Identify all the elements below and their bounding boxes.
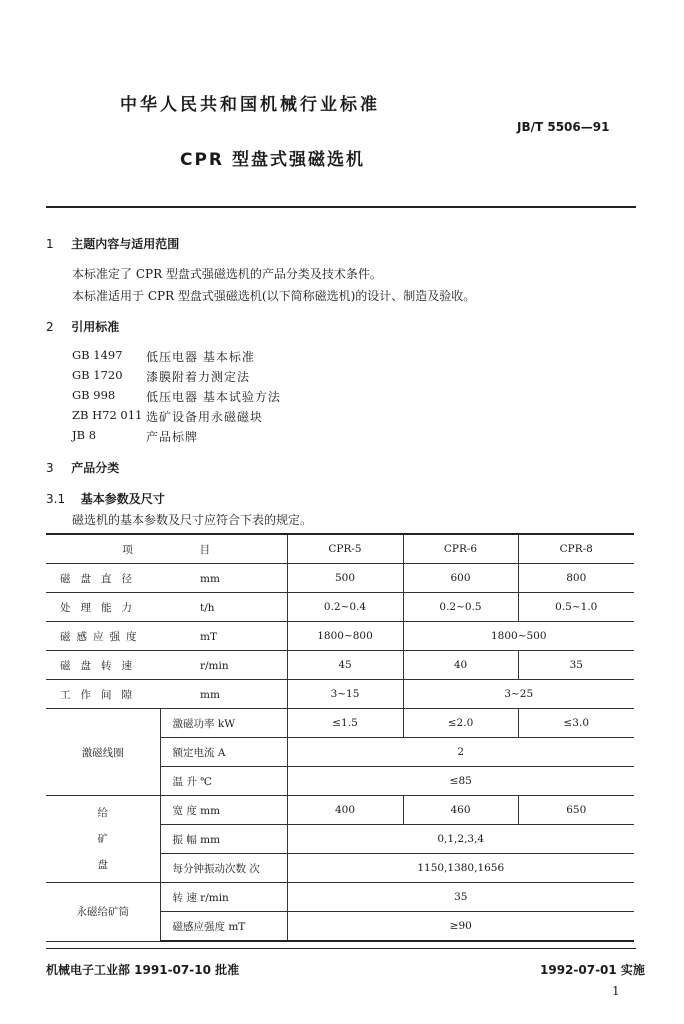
page-number: 1 (612, 984, 620, 998)
subsection-title: 基本参数及尺寸 (80, 492, 165, 506)
sub-param: 转 速 r/min (160, 883, 287, 912)
value-cell: ≤85 (287, 767, 634, 796)
model-header: CPR-6 (403, 534, 518, 564)
value-cell: 3~15 (287, 680, 403, 709)
group-label (46, 796, 160, 883)
approval-note: 机械电子工业部 1991-07-10 批准 (46, 963, 240, 977)
value-cell: 500 (287, 564, 403, 593)
ref-code: JB 8 (72, 428, 97, 442)
param-cell (46, 564, 287, 593)
value-cell: 1800~500 (403, 622, 634, 651)
section-1-heading (46, 235, 179, 252)
document-title: CPR 型盘式强磁选机 (180, 150, 365, 170)
section-title: 主题内容与适用范围 (71, 237, 180, 251)
ref-title: 产品标牌 (146, 430, 199, 444)
value-cell: 1150,1380,1656 (287, 854, 634, 883)
value-cell: 1800~800 (287, 622, 403, 651)
value-cell: 0.5~1.0 (518, 593, 634, 622)
section-number: 1 (46, 237, 54, 251)
sub-param: 宽 度 mm (160, 796, 287, 825)
ref-code: ZB H72 011 (72, 408, 143, 422)
header-rule (46, 206, 636, 208)
sub-param: 每分钟振动次数 次 (160, 854, 287, 883)
standard-code: JB/T 5506—91 (517, 120, 610, 134)
value-cell: ≥90 (287, 912, 634, 942)
value-cell: 0,1,2,3,4 (287, 825, 634, 854)
header-item: 项 (122, 543, 133, 556)
value-cell: ≤1.5 (287, 709, 403, 738)
group-char: 给 (97, 807, 108, 819)
value-cell: 400 (287, 796, 403, 825)
sub-param: 激磁功率 kW (160, 709, 287, 738)
sub-param: 温 升 ℃ (160, 767, 287, 796)
implementation-note: 1992-07-01 实施 (540, 963, 645, 977)
group-label: 激磁线圈 (46, 709, 160, 796)
section-title: 引用标准 (71, 320, 120, 334)
param-cell (46, 622, 287, 651)
param-unit: mm (200, 688, 220, 701)
table-row (46, 651, 634, 680)
paragraph: 本标准定了 CPR 型盘式强磁选机的产品分类及技术条件。 (72, 267, 382, 281)
table-row (46, 796, 634, 825)
group-label: 永磁给矿筒 (46, 883, 160, 942)
footer-rule (46, 948, 636, 949)
value-cell: 2 (287, 738, 634, 767)
param-cell (46, 680, 287, 709)
section-number: 3 (46, 461, 54, 475)
param-name: 工作间隙 (60, 688, 142, 701)
section-3-heading (46, 459, 119, 476)
value-cell: 0.2~0.5 (403, 593, 518, 622)
model-header: CPR-8 (518, 534, 634, 564)
subsection-heading (46, 490, 165, 507)
sub-param: 额定电流 A (160, 738, 287, 767)
param-unit: mm (200, 572, 220, 585)
spec-table (46, 533, 634, 942)
value-cell: 3~25 (403, 680, 634, 709)
value-cell: 35 (518, 651, 634, 680)
ref-title: 选矿设备用永磁磁块 (146, 410, 264, 424)
subsection-number: 3.1 (46, 492, 66, 506)
section-2-heading (46, 318, 119, 335)
ref-title: 漆膜附着力测定法 (146, 370, 251, 384)
param-unit: r/min (200, 659, 229, 672)
model-header: CPR-5 (287, 534, 403, 564)
table-row (46, 564, 634, 593)
param-name: 磁感应强度 (60, 630, 143, 643)
value-cell: ≤2.0 (403, 709, 518, 738)
param-name: 磁盘直径 (60, 572, 142, 585)
value-cell: 800 (518, 564, 634, 593)
ref-code: GB 1720 (72, 368, 123, 382)
standard-category: 中华人民共和国机械行业标准 (120, 95, 380, 115)
value-cell: 650 (518, 796, 634, 825)
value-cell: 0.2~0.4 (287, 593, 403, 622)
table-header-row (46, 534, 634, 564)
ref-code: GB 998 (72, 388, 116, 402)
value-cell: 460 (403, 796, 518, 825)
table-row (46, 709, 634, 738)
ref-title: 低压电器 基本标准 (146, 350, 255, 364)
value-cell: 600 (403, 564, 518, 593)
value-cell: 35 (287, 883, 634, 912)
ref-title: 低压电器 基本试验方法 (146, 390, 281, 404)
value-cell: 40 (403, 651, 518, 680)
value-cell: 45 (287, 651, 403, 680)
param-unit: mT (200, 630, 217, 643)
table-row (46, 680, 634, 709)
table-intro: 磁选机的基本参数及尺寸应符合下表的规定。 (72, 513, 313, 527)
sub-param: 振 幅 mm (160, 825, 287, 854)
header-item-cell (46, 534, 287, 564)
value-cell: ≤3.0 (518, 709, 634, 738)
table-row (46, 593, 634, 622)
param-name: 磁盘转速 (60, 659, 142, 672)
paragraph: 本标准适用于 CPR 型盘式强磁选机(以下简称磁选机)的设计、制造及验收。 (72, 289, 476, 303)
sub-param: 磁感应强度 mT (160, 912, 287, 942)
param-cell (46, 651, 287, 680)
table-row (46, 883, 634, 912)
section-number: 2 (46, 320, 54, 334)
table-row (46, 622, 634, 651)
param-unit: t/h (200, 601, 215, 614)
param-name: 处理能力 (60, 601, 142, 614)
header-unit: 目 (199, 543, 211, 556)
group-char: 盘 (97, 859, 108, 871)
param-cell (46, 593, 287, 622)
ref-code: GB 1497 (72, 348, 123, 362)
group-char: 矿 (97, 833, 108, 845)
section-title: 产品分类 (71, 461, 120, 475)
